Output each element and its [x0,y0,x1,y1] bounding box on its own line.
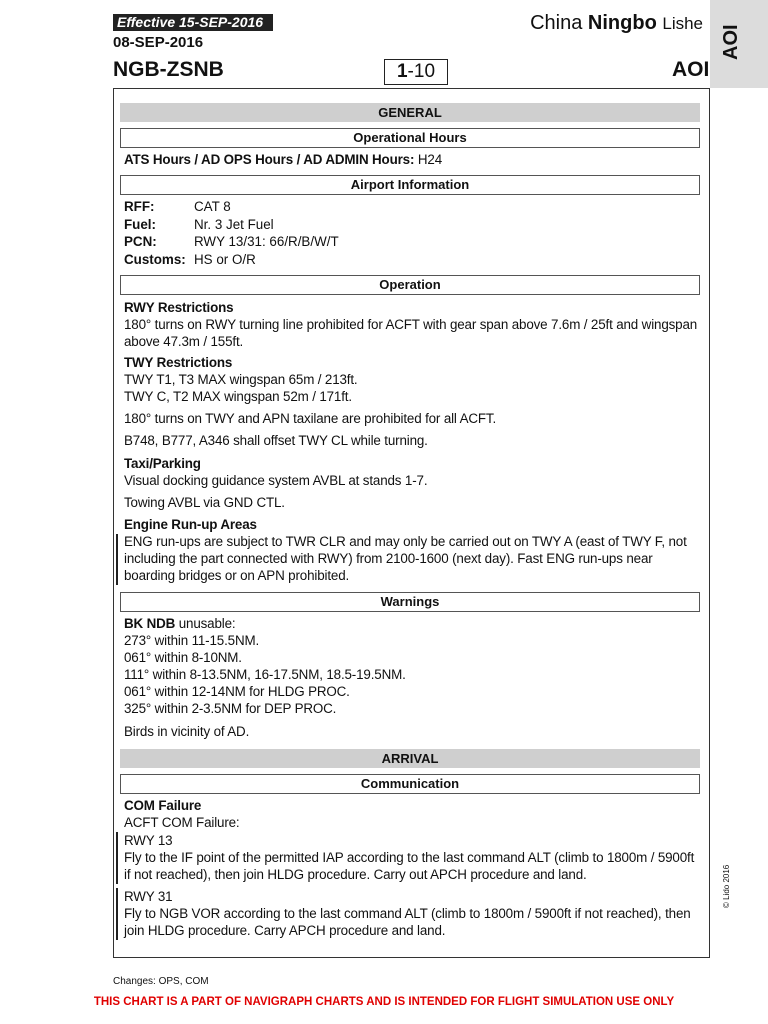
ats-hours-line [124,151,700,168]
city-name: Ningbo [587,12,657,34]
ndb-status: unusable: [175,616,236,631]
engine-runup-heading: Engine Run-up Areas [124,517,257,532]
ndb-warning-line [124,615,700,632]
rwy31-procedure: Fly to NGB VOR according to the last command ALT (climb to 1800m / 5900ft if not reached), then join HLDG procedure. Carry APCH procedure and land. [124,906,691,938]
info-row-fuel: Fuel: Nr. 3 Jet Fuel [124,216,274,232]
engine-runup-text: ENG run-ups are subject to TWR CLR and may only be carried out on TWY A (east of TWY F, not including the part connected with RWY) from 2100-1600 (next day). Fast ENG run-ups near boarding bridges or on APN prohibited. [124,534,687,583]
rwy-restrictions-heading: RWY Restrictions [124,300,234,315]
ndb-restriction: 111° within 8-13.5NM, 16-17.5NM, 18.5-19.5NM. [124,667,406,682]
effective-date-banner: Effective 15-SEP-2016 [113,14,273,31]
issue-date: 08-SEP-2016 [113,34,204,51]
page-number-suffix: -10 [407,61,436,82]
com-failure-subheading: ACFT COM Failure: [124,815,240,830]
operation-header: Operation [120,275,700,295]
twy-restriction-1: TWY T1, T3 MAX wingspan 65m / 213ft. [124,372,358,387]
section-tab[interactable] [710,0,768,88]
copyright-notice: © Lido 2016 [722,864,731,908]
ndb-name: BK NDB [124,616,176,631]
ndb-restriction-list [124,632,700,717]
info-row-customs: Customs: HS or O/R [124,251,256,267]
airport-ident: NGB-ZSNB [113,58,224,81]
taxi-parking-line-2: Towing AVBL via GND CTL. [124,495,285,510]
simulation-disclaimer: THIS CHART IS A PART OF NAVIGRAPH CHARTS AND IS INTENDED FOR FLIGHT SIMULATION USE ONLY [93,996,675,1008]
twy-restriction-4: B748, B777, A346 shall offset TWY CL while turning. [124,433,428,448]
section-code: AOI [672,58,710,81]
ndb-restriction: 273° within 11-15.5NM. [124,633,260,648]
page-number-prefix: 1 [396,61,408,82]
ats-hours-label: ATS Hours / AD OPS Hours / AD ADMIN Hours: [124,152,415,167]
twy-restrictions-heading: TWY Restrictions [124,355,233,370]
com-failure-heading: COM Failure [124,798,202,813]
twy-restriction-3: 180° turns on TWY and APN taxilane are prohibited for all ACFT. [124,411,497,426]
ats-hours-value: H24 [417,152,442,167]
airport-info-list [124,198,339,268]
airport-information-header: Airport Information [120,175,700,195]
arrival-banner: ARRIVAL [120,749,700,768]
warnings-header: Warnings [120,592,700,612]
communication-header: Communication [120,774,700,794]
twy-restriction-2: TWY C, T2 MAX wingspan 52m / 171ft. [124,389,352,404]
birds-warning: Birds in vicinity of AD. [124,724,250,739]
page-number-box [384,59,448,85]
taxi-parking-line-1: Visual docking guidance system AVBL at stands 1-7. [124,473,428,488]
change-bar [116,888,118,940]
change-bar [116,832,118,884]
rwy13-procedure: Fly to the IF point of the permitted IAP according to the last command ALT (climb to 1800m / 5900ft if not reached), then join HLDG procedure. Carry out APCH procedure and land. [124,850,695,882]
rwy31-label: RWY 31 [124,889,173,904]
rwy13-label: RWY 13 [124,833,173,848]
ndb-restriction: 061° within 8-10NM. [124,650,242,665]
info-row-rff: RFF: CAT 8 [124,199,231,214]
changes-note: Changes: OPS, COM [113,976,209,987]
taxi-parking-heading: Taxi/Parking [124,456,201,471]
country-name: China [530,12,583,34]
airport-short-name: Lishe [662,14,703,33]
change-bar [116,534,118,585]
general-banner: GENERAL [120,103,700,122]
rwy-restrictions-text: 180° turns on RWY turning line prohibited for ACFT with gear span above 7.6m / 25ft and wingspan above 47.3m / 155ft. [124,317,698,349]
ndb-restriction: 325° within 2-3.5NM for DEP PROC. [124,701,337,716]
ndb-restriction: 061° within 12-14NM for HLDG PROC. [124,684,350,699]
airport-name [530,12,703,35]
section-tab-label: AOI [720,24,742,60]
operational-hours-header: Operational Hours [120,128,700,148]
info-row-pcn: PCN: RWY 13/31: 66/R/B/W/T [124,234,339,249]
